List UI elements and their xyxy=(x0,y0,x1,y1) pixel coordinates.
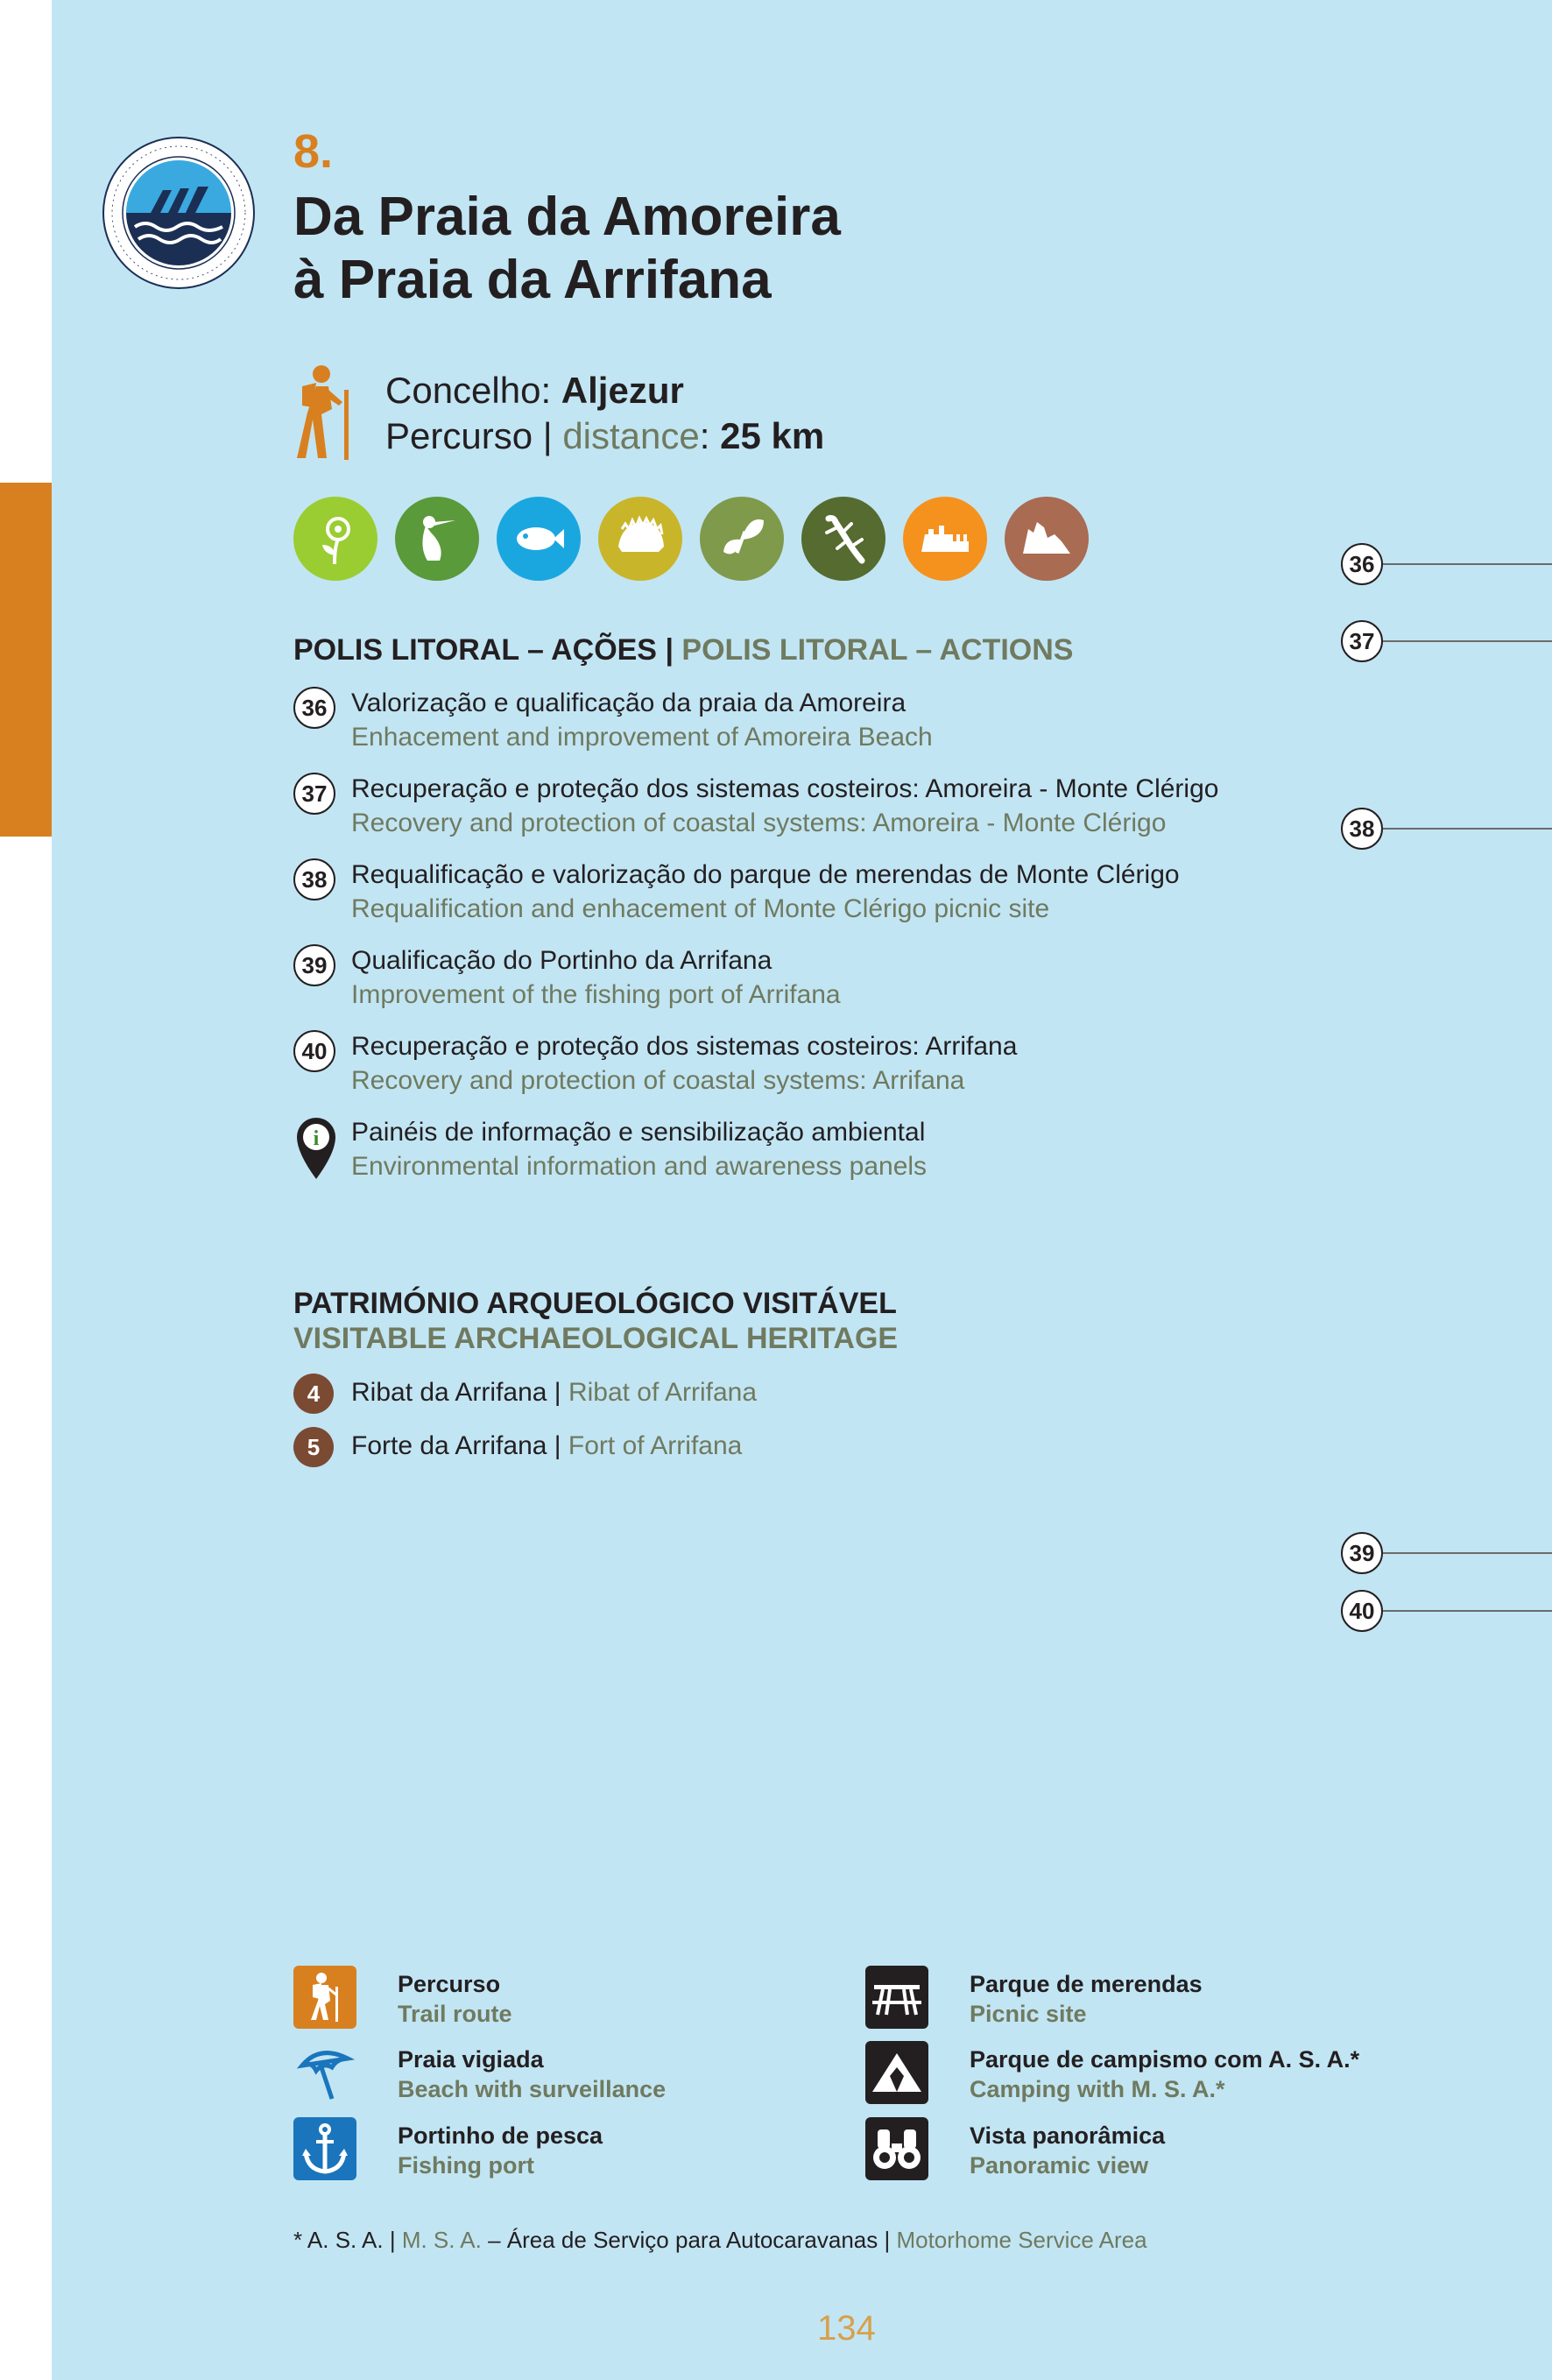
separator: | xyxy=(547,1378,568,1407)
route-title xyxy=(293,186,841,312)
binoculars-icon xyxy=(865,2117,928,2180)
legend-pt: Parque de merendas xyxy=(970,1971,1203,1997)
separator: | xyxy=(657,633,682,667)
heritage-header xyxy=(293,1286,898,1356)
legend-en: Trail route xyxy=(398,2001,512,2027)
marker-line xyxy=(1383,563,1552,565)
heritage-text xyxy=(351,1431,742,1461)
distance-value: 25 km xyxy=(720,415,825,456)
legend-item xyxy=(398,1969,512,2029)
heritage-text xyxy=(351,1378,757,1408)
legend-pt: Vista panorâmica xyxy=(970,2122,1166,2149)
action-number-badge: 39 xyxy=(293,944,335,986)
legend-en: Beach with surveillance xyxy=(398,2076,667,2102)
route-title-line1: Da Praia da Amoreira xyxy=(293,187,841,247)
heritage-header-pt: PATRIMÓNIO ARQUEOLÓGICO VISITÁVEL xyxy=(293,1287,897,1320)
info-pin-icon xyxy=(293,1114,339,1181)
action-number-badge: 40 xyxy=(293,1030,335,1072)
action-pt: Recuperação e proteção dos sistemas costeiros: Arrifana xyxy=(351,1032,1018,1061)
heritage-en: Fort of Arrifana xyxy=(568,1431,743,1460)
page-number: 134 xyxy=(817,2309,876,2348)
action-pt: Requalificação e valorização do parque de merendas de Monte Clérigo xyxy=(351,860,1180,889)
heritage-number-badge: 5 xyxy=(293,1427,334,1467)
legend-en: Camping with M. S. A.* xyxy=(970,2076,1225,2102)
action-en: Improvement of the fishing port of Arrifana xyxy=(351,980,841,1009)
dash: – xyxy=(481,2227,507,2253)
distance-label: distance xyxy=(562,415,700,456)
map-marker: 36 xyxy=(1341,543,1383,585)
hiker-icon xyxy=(293,1966,356,2029)
legend-pt: Parque de campismo com A. S. A.* xyxy=(970,2046,1360,2073)
action-number-badge: 38 xyxy=(293,858,335,900)
legend-item xyxy=(398,2045,666,2104)
legend-en: Panoramic view xyxy=(970,2152,1149,2179)
legend-en: Fishing port xyxy=(398,2152,534,2179)
hedgehog-icon xyxy=(598,497,682,581)
legend-pt: Percurso xyxy=(398,1971,501,1997)
action-en: Recovery and protection of coastal systems: Amoreira - Monte Clérigo xyxy=(351,809,1167,837)
route-info xyxy=(385,368,824,459)
footnote-pt-abbr: * A. S. A. xyxy=(293,2227,384,2253)
map-marker: 37 xyxy=(1341,620,1383,662)
separator: | xyxy=(533,415,563,456)
legend-en: Picnic site xyxy=(970,2001,1087,2027)
chapter-side-tab xyxy=(0,483,52,837)
map-marker: 40 xyxy=(1341,1590,1383,1632)
separator: | xyxy=(547,1431,568,1460)
lizard-icon xyxy=(801,497,885,581)
info-pin-letter: i xyxy=(313,1127,320,1150)
action-number-badge: 36 xyxy=(293,687,335,729)
legend-item xyxy=(398,2121,603,2180)
heritage-number-badge: 4 xyxy=(293,1374,334,1414)
fish-icon xyxy=(497,497,581,581)
hiker-icon xyxy=(293,364,360,462)
marker-line xyxy=(1383,1610,1552,1612)
anchor-icon xyxy=(293,2117,356,2180)
action-en: Environmental information and awareness panels xyxy=(351,1152,928,1181)
action-pt: Painéis de informação e sensibilização ambiental xyxy=(351,1118,926,1147)
marker-line xyxy=(1383,640,1552,642)
action-pt: Valorização e qualificação da praia da Amoreira xyxy=(351,689,907,717)
legend-pt: Portinho de pesca xyxy=(398,2122,603,2149)
legend-item xyxy=(970,1969,1203,2029)
heritage-pt: Ribat da Arrifana xyxy=(351,1378,547,1407)
footnote xyxy=(293,2227,1147,2254)
colon: : xyxy=(699,415,721,456)
fort-icon xyxy=(903,497,987,581)
legend-item xyxy=(970,2121,1165,2180)
action-en: Recovery and protection of coastal systems: Arrifana xyxy=(351,1066,965,1095)
action-en: Enhacement and improvement of Amoreira Beach xyxy=(351,723,933,752)
action-number-badge: 37 xyxy=(293,773,335,815)
footnote-en-text: Motorhome Service Area xyxy=(896,2227,1147,2253)
park-logo-seal xyxy=(102,136,256,290)
marker-line xyxy=(1383,1552,1552,1554)
actions-header xyxy=(293,633,1074,667)
umbrella-icon xyxy=(293,2041,356,2104)
concelho-line xyxy=(385,368,824,413)
fauna-icon-row xyxy=(293,497,1089,581)
actions-header-pt: POLIS LITORAL – AÇÕES xyxy=(293,633,657,667)
butterfly-icon xyxy=(700,497,784,581)
legend-item xyxy=(970,2045,1359,2104)
map-marker: 38 xyxy=(1341,808,1383,850)
footnote-en-abbr: M. S. A. xyxy=(401,2227,482,2253)
route-title-line2: à Praia da Arrifana xyxy=(293,250,772,310)
tent-icon xyxy=(865,2041,928,2104)
heritage-header-en: VISITABLE ARCHAEOLOGICAL HERITAGE xyxy=(293,1322,899,1355)
percurso-label: Percurso xyxy=(385,415,533,456)
separator: | xyxy=(878,2227,897,2253)
actions-header-en: POLIS LITORAL – ACTIONS xyxy=(681,633,1074,667)
map-marker: 39 xyxy=(1341,1532,1383,1574)
action-pt: Recuperação e proteção dos sistemas costeiros: Amoreira - Monte Clérigo xyxy=(351,774,1219,803)
action-en: Requalification and enhacement of Monte Clérigo picnic site xyxy=(351,894,1050,923)
legend-pt: Praia vigiada xyxy=(398,2046,544,2073)
heritage-en: Ribat of Arrifana xyxy=(568,1378,758,1407)
marker-line xyxy=(1383,828,1552,830)
concelho-label: Concelho: xyxy=(385,370,561,411)
separator: | xyxy=(383,2227,402,2253)
picnic-table-icon xyxy=(865,1966,928,2029)
rock-icon xyxy=(1005,497,1089,581)
flower-icon xyxy=(293,497,377,581)
page xyxy=(52,0,1552,2380)
action-pt: Qualificação do Portinho da Arrifana xyxy=(351,946,772,975)
heritage-pt: Forte da Arrifana xyxy=(351,1431,547,1460)
distance-line xyxy=(385,413,824,459)
concelho-value: Aljezur xyxy=(561,370,684,411)
route-number: 8. xyxy=(293,125,334,178)
footnote-pt-text: Área de Serviço para Autocaravanas xyxy=(506,2227,878,2253)
stork-icon xyxy=(395,497,479,581)
